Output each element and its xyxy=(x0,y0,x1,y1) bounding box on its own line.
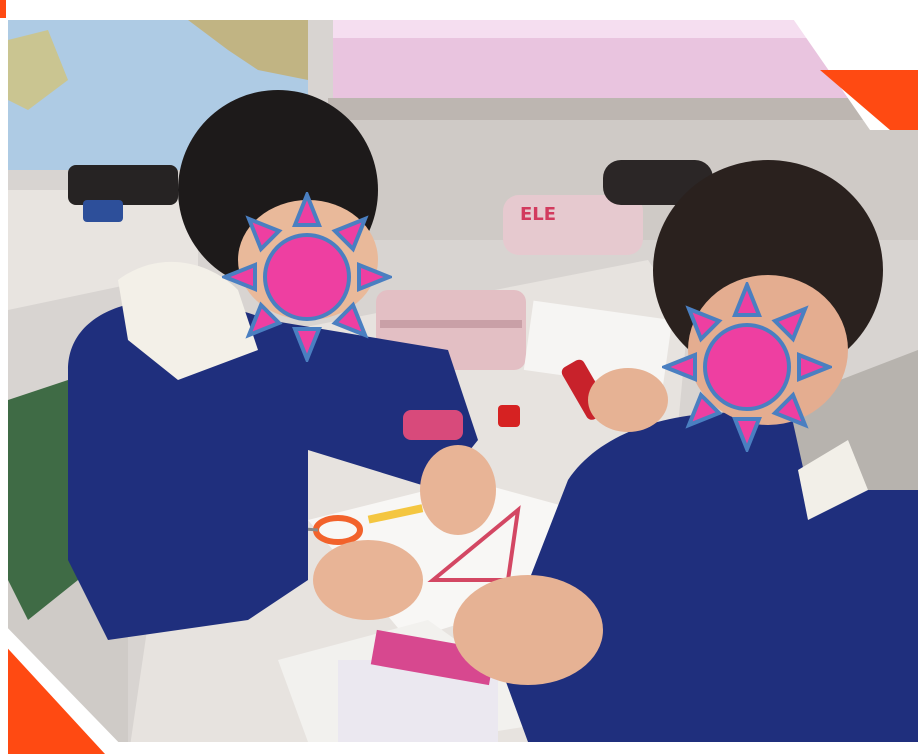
pencil-case-text: ELE xyxy=(520,204,557,225)
